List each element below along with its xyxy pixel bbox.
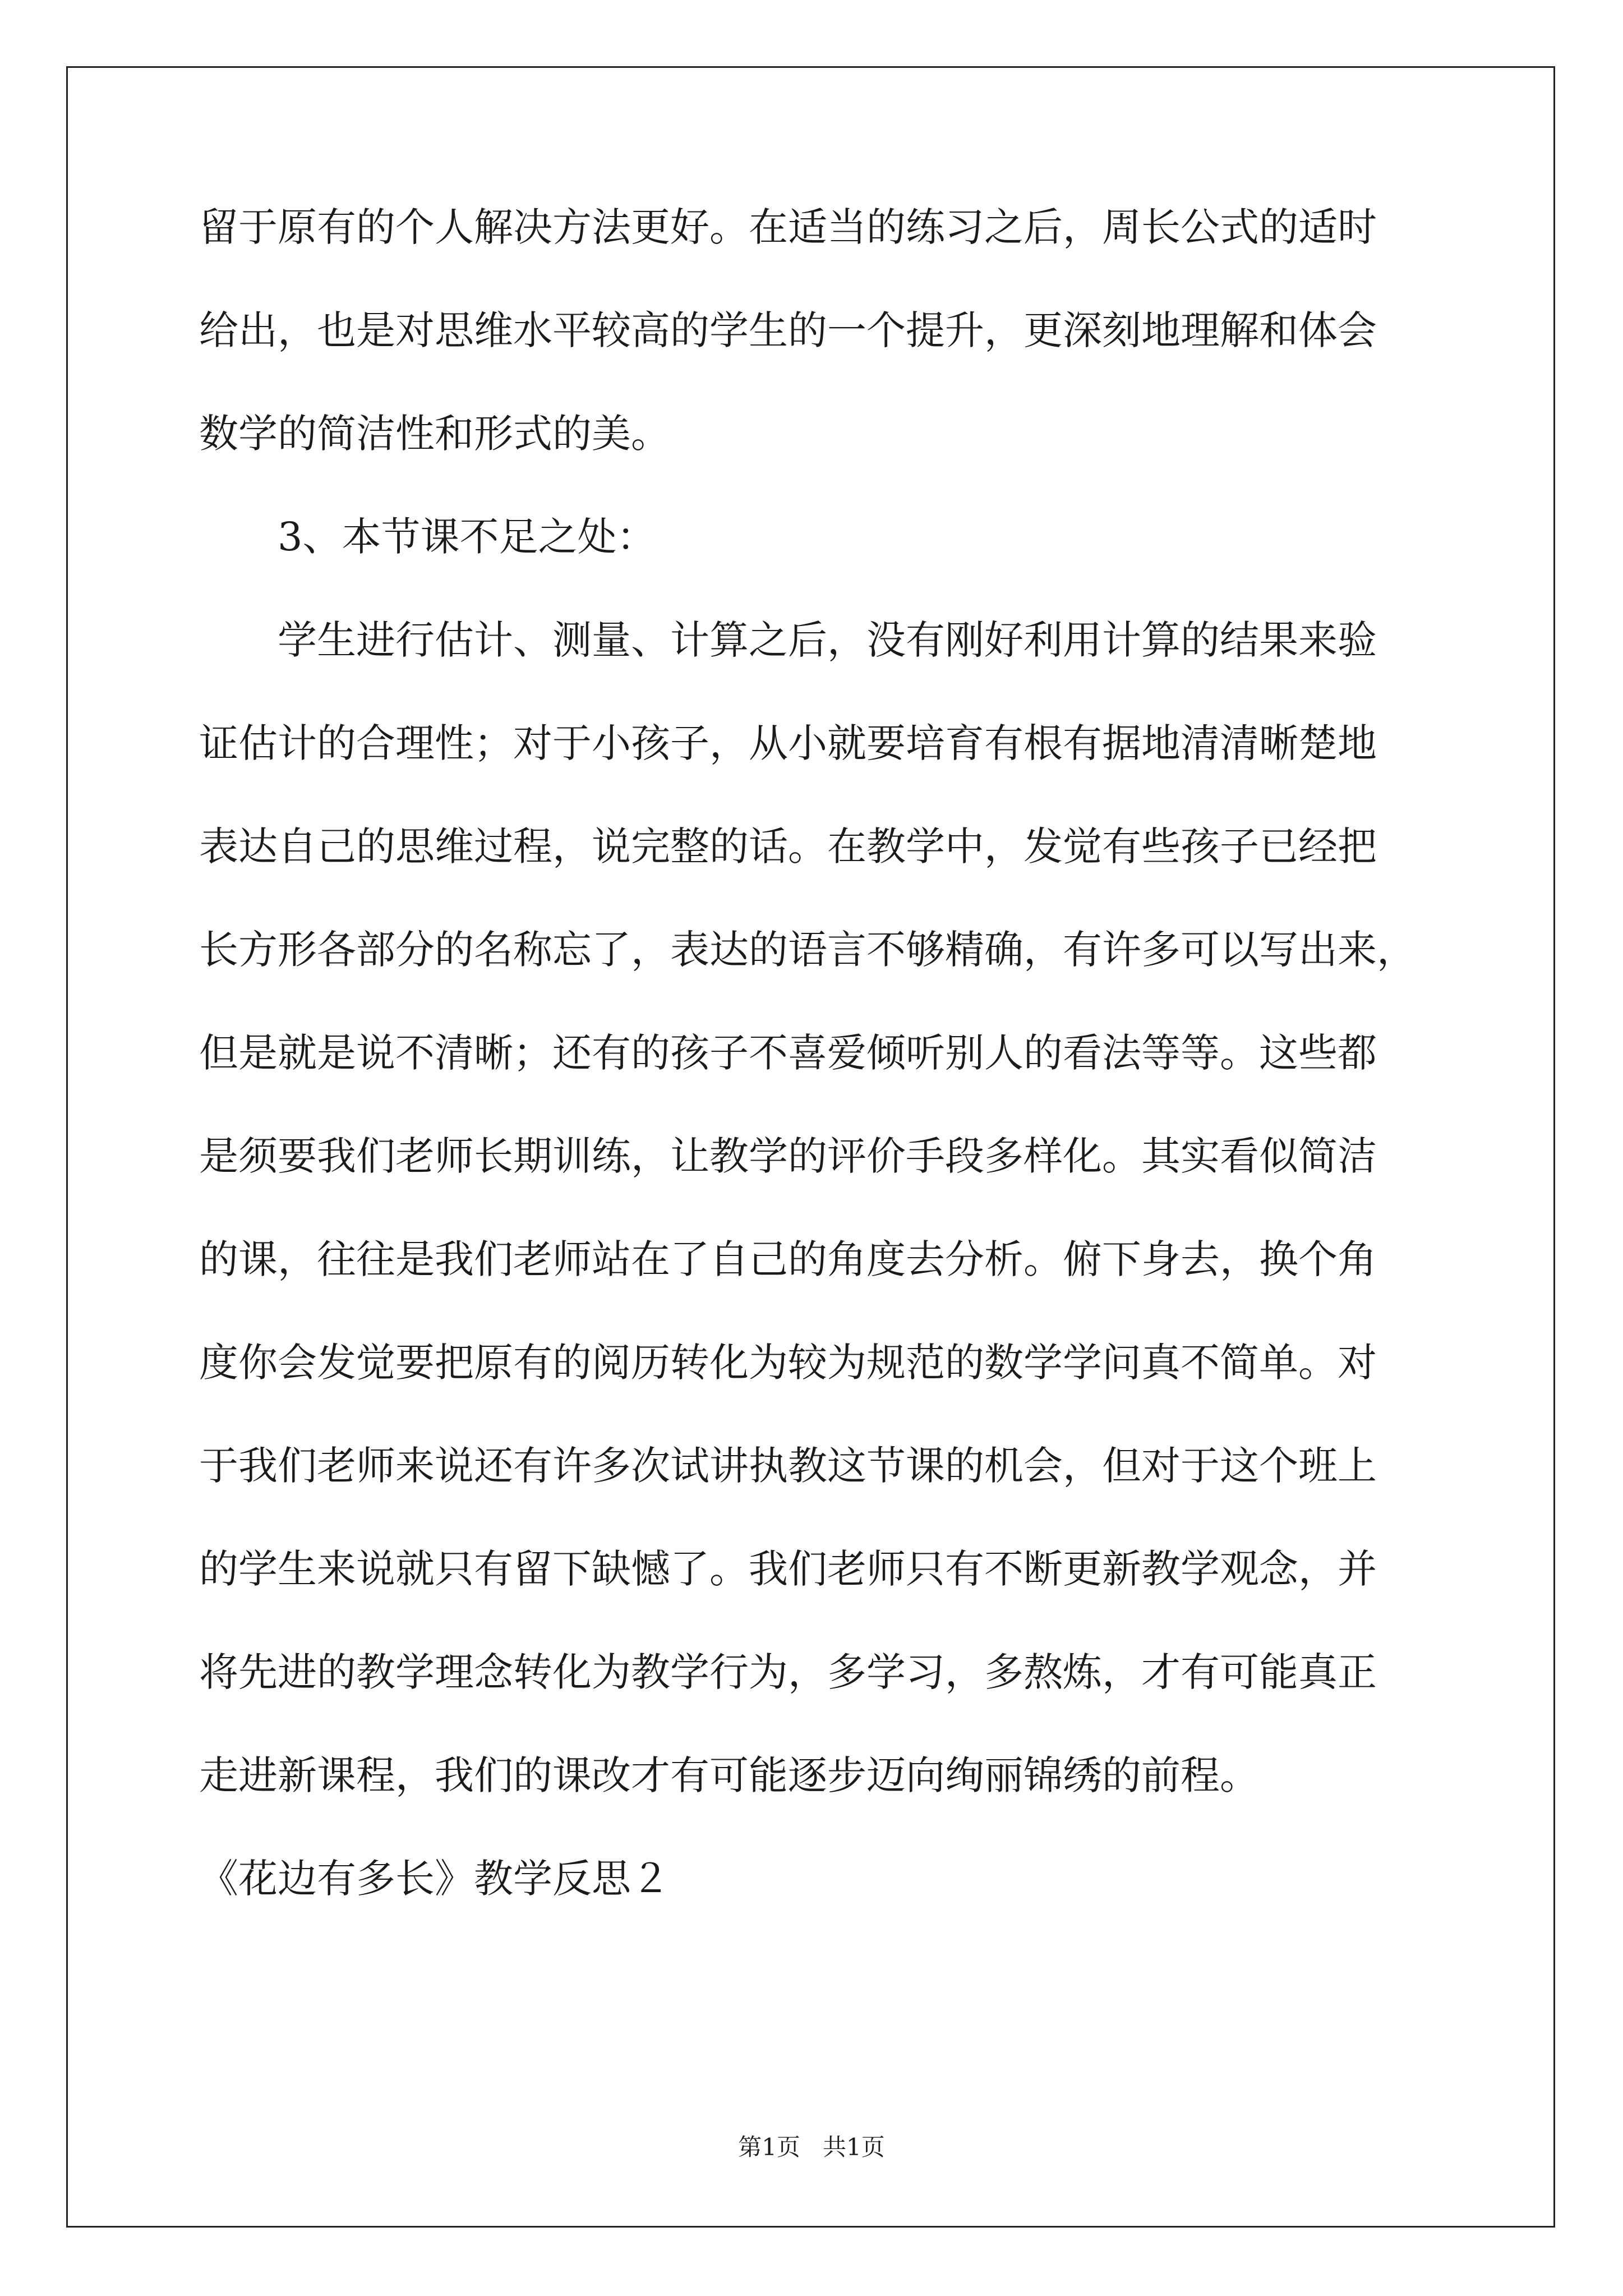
text-line: 的学生来说就只有留下缺憾了。我们老师只有不断更新教学观念，并	[199, 1546, 1377, 1592]
text-line: 长方形各部分的名称忘了，表达的语言不够精确，有许多可以写出来，	[199, 927, 1416, 973]
text-line: 是须要我们老师长期训练，让教学的评价手段多样化。其实看似简洁	[199, 1133, 1377, 1179]
text-line: 证估计的合理性；对于小孩子，从小就要培育有根有据地清清晰楚地	[199, 720, 1377, 766]
text-line: 的课，往往是我们老师站在了自己的角度去分析。俯下身去，换个角	[199, 1236, 1377, 1282]
page-number: 第1页 共1页	[738, 2133, 885, 2161]
text-line: 学生进行估计、测量、计算之后，没有刚好利用计算的结果来验	[278, 617, 1377, 663]
text-line: 将先进的教学理念转化为教学行为，多学习，多熬炼，才有可能真正	[199, 1649, 1377, 1695]
text-line: 数学的简洁性和形式的美。	[199, 411, 670, 457]
text-line: 度你会发觉要把原有的阅历转化为较为规范的数学学问真不简单。对	[199, 1340, 1377, 1386]
text-line: 但是就是说不清晰；还有的孩子不喜爱倾听别人的看法等等。这些都	[199, 1030, 1377, 1076]
text-line: 表达自己的思维过程，说完整的话。在教学中，发觉有些孩子已经把	[199, 823, 1377, 869]
text-line: 留于原有的个人解决方法更好。在适当的练习之后，周长公式的适时	[199, 204, 1377, 250]
text-line: 走进新课程，我们的课改才有可能逐步迈向绚丽锦绣的前程。	[199, 1752, 1259, 1798]
document-title: 《花边有多长》教学反思２	[199, 1856, 670, 1902]
text-line: 给出，也是对思维水平较高的学生的一个提升，更深刻地理解和体会	[199, 307, 1377, 353]
text-line: 于我们老师来说还有许多次试讲执教这节课的机会，但对于这个班上	[199, 1443, 1377, 1489]
section-heading: 3、本节课不足之处：	[278, 514, 656, 560]
